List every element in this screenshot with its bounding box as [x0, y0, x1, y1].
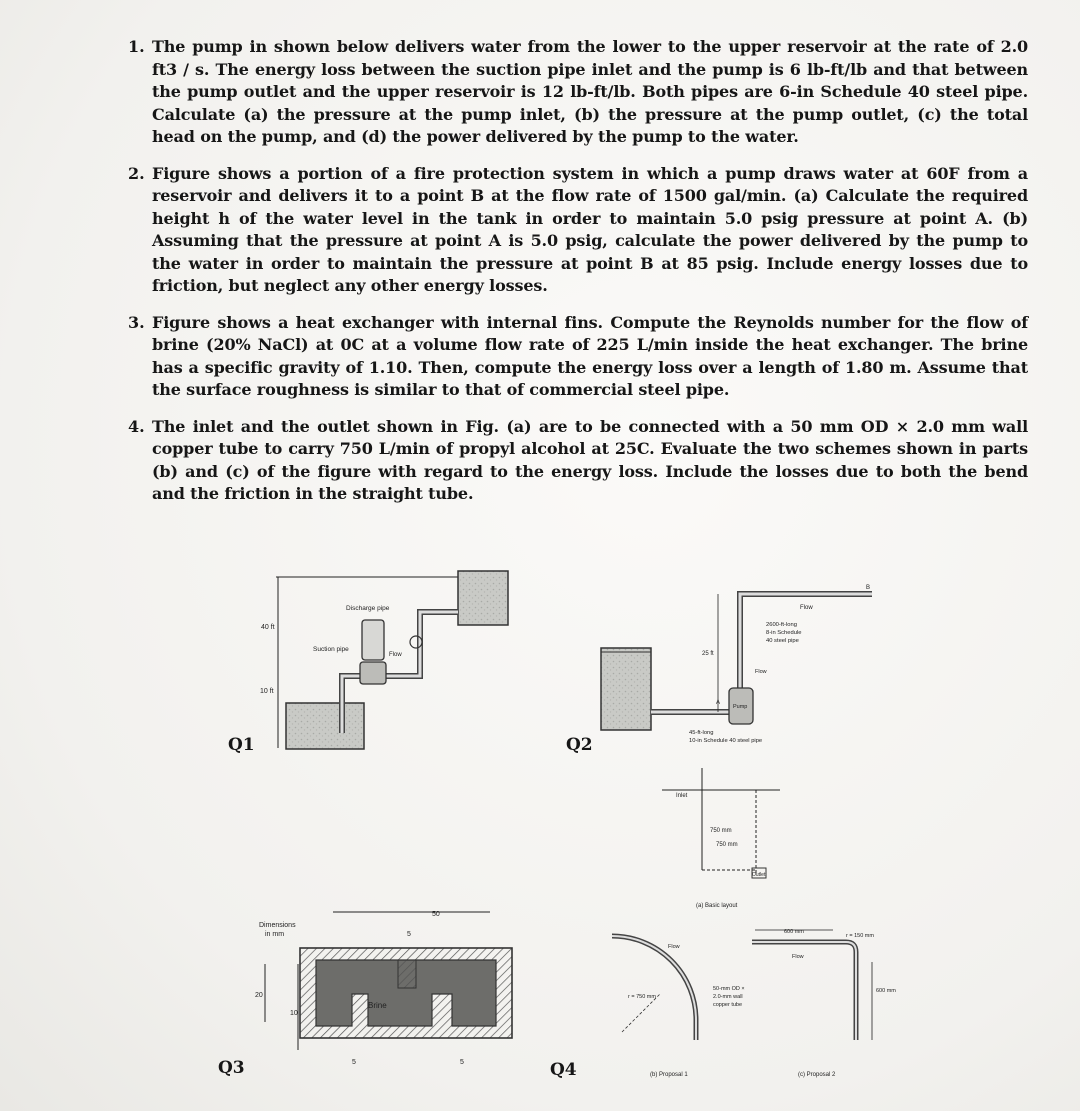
q1-dim-40ft: 40 ft — [261, 624, 275, 631]
q2-long-pipe-1: 2600-ft-long — [766, 622, 797, 628]
q2-pipe-inner — [651, 594, 872, 712]
q4-radius-label: r = 750 mm — [628, 994, 656, 1000]
problem-number: 3. — [128, 312, 145, 332]
figure-q2 — [601, 585, 872, 744]
q1-lower-reservoir — [286, 703, 364, 749]
q4-tube-2: 2.0-mm wall — [713, 994, 743, 1000]
q2-flow-label: Flow — [800, 605, 813, 611]
problem-text: The inlet and the outlet shown in Fig. (a) are to be connected with a 50 mm OD × 2.0 mm wall copper tube to carry 750 L/min of propyl alcohol at 25C. Evaluate the two schemes shown in parts (b) and (c) of the figure with regard to the energy loss. Include the losses due to both the bend and the friction in the straight tube. — [152, 416, 1028, 503]
q3-brine-label: Brine — [368, 1001, 387, 1010]
q4-flow-c: Flow — [792, 954, 804, 960]
problem-number: 4. — [128, 416, 145, 436]
q2-pipe — [651, 594, 872, 712]
q3-dim-5-top: 5 — [407, 931, 411, 938]
q4-proposal-2-tube-inner — [752, 942, 856, 1040]
q4-proposal-1-bend — [612, 936, 696, 1040]
q3-fin — [398, 960, 416, 988]
q1-dim-10ft: 10 ft — [260, 688, 274, 695]
q1-upper-reservoir — [458, 571, 508, 625]
q2-long-pipe-2: 8-in Schedule — [766, 630, 802, 636]
q2-short-pipe-2: 10-in Schedule 40 steel pipe — [689, 738, 763, 744]
q2-short-pipe-1: 45-ft-long — [689, 730, 714, 736]
problem-number: 2. — [128, 163, 145, 183]
problem-number: 1. — [128, 37, 145, 56]
q2-long-pipe-3: 40 steel pipe — [766, 638, 799, 644]
q3-dim-5-bottom-right: 5 — [460, 1059, 464, 1066]
figure-label-q4: Q4 — [550, 1060, 577, 1080]
q4-flow-b: Flow — [668, 944, 680, 950]
figure-label-q2: Q2 — [566, 735, 593, 755]
q2-tank — [601, 648, 651, 730]
q3-dim-5-bottom-left: 5 — [352, 1059, 356, 1066]
q4-proposal-2-tube — [752, 942, 856, 1040]
q2-flow-up: Flow — [755, 669, 767, 675]
q4-outlet-label: Outlet — [752, 872, 766, 878]
figure-q3 — [255, 911, 512, 1066]
figure-label-q3: Q3 — [218, 1058, 245, 1078]
q3-dim-10: 10 — [290, 1010, 298, 1017]
q3-dimensions-1: Dimensions — [259, 922, 296, 929]
q3-dimensions-2: in mm — [265, 931, 285, 938]
q1-discharge-label: Discharge pipe — [346, 605, 390, 612]
figure-q1 — [260, 571, 508, 749]
problem-text: The pump in shown below delivers water from the lower to the upper reservoir at the rate of 2.0 ft3 / s. The energy loss between the suction pipe inlet and the pump is 6 lb-ft/lb and that between the pump outlet and the upper reservoir is 12 lb-ft/lb. Both pipes are 6-in Schedule 40 steel pipe. Calculate (a) the pressure at the pump inlet, (b) the pressure at the pump outlet, (c) the total head on the pump, and (d) the power delivered by the pump to the water. — [152, 37, 1028, 146]
problem-text: Figure shows a heat exchanger with internal fins. Compute the Reynolds number for the flow of brine (20% NaCl) at 0C at a volume flow rate of 225 L/min inside the heat exchanger. The brine has a specific gravity of 1.10. Then, compute the energy loss over a length of 1.80 m. Assume that the surface roughness is similar to that of commercial steel pipe. — [152, 312, 1028, 399]
figure-q4 — [612, 768, 896, 1078]
q4-basic-layout-label: (a) Basic layout — [696, 903, 738, 909]
problem-text: Figure shows a portion of a fire protection system in which a pump draws water at 60F from a reservoir and delivers it to a point B at the flow rate of 1500 gal/min. (a) Calculate the required height h of the water level in the tank in order to maintain 5.0 psig pressure at point A. (b) Assuming that the pressure at point A is 5.0 psig, calculate the power delivered by the pump to the water in order to maintain the pressure at point B at 85 psig. Include energy losses due to friction, but neglect any other energy losses. — [152, 163, 1028, 295]
q4-dim-600b: 600 mm — [876, 988, 896, 994]
q4-radius-c: r = 150 mm — [846, 933, 874, 939]
q1-suction-label: Suction pipe — [313, 646, 349, 653]
q1-pump-motor — [362, 620, 384, 660]
q3-dim-20: 20 — [255, 992, 263, 999]
q4-proposal-2-label: (c) Proposal 2 — [798, 1072, 836, 1078]
q4-tube-1: 50-mm OD × — [713, 986, 745, 992]
q4-inlet-label: Inlet — [676, 793, 688, 799]
q2-point-a: A — [716, 700, 721, 706]
q4-proposal-1-label: (b) Proposal 1 — [650, 1072, 688, 1078]
q4-tube-3: copper tube — [713, 1002, 743, 1008]
q3-dim-50: 50 — [432, 911, 440, 918]
q4-proposal-1-bend-inner — [612, 936, 696, 1040]
q4-dim-750a: 750 mm — [710, 828, 732, 834]
q1-pump — [360, 662, 386, 684]
q4-dim-750b: 750 mm — [716, 842, 738, 848]
q1-flow-label: Flow — [389, 652, 402, 658]
figure-label-q1: Q1 — [228, 735, 255, 755]
q4-dim-600: 600 mm — [784, 929, 804, 935]
q2-point-b: B — [866, 585, 871, 591]
q2-pump-label: Pump — [733, 704, 748, 710]
q2-dim-25ft: 25 ft — [702, 651, 714, 657]
